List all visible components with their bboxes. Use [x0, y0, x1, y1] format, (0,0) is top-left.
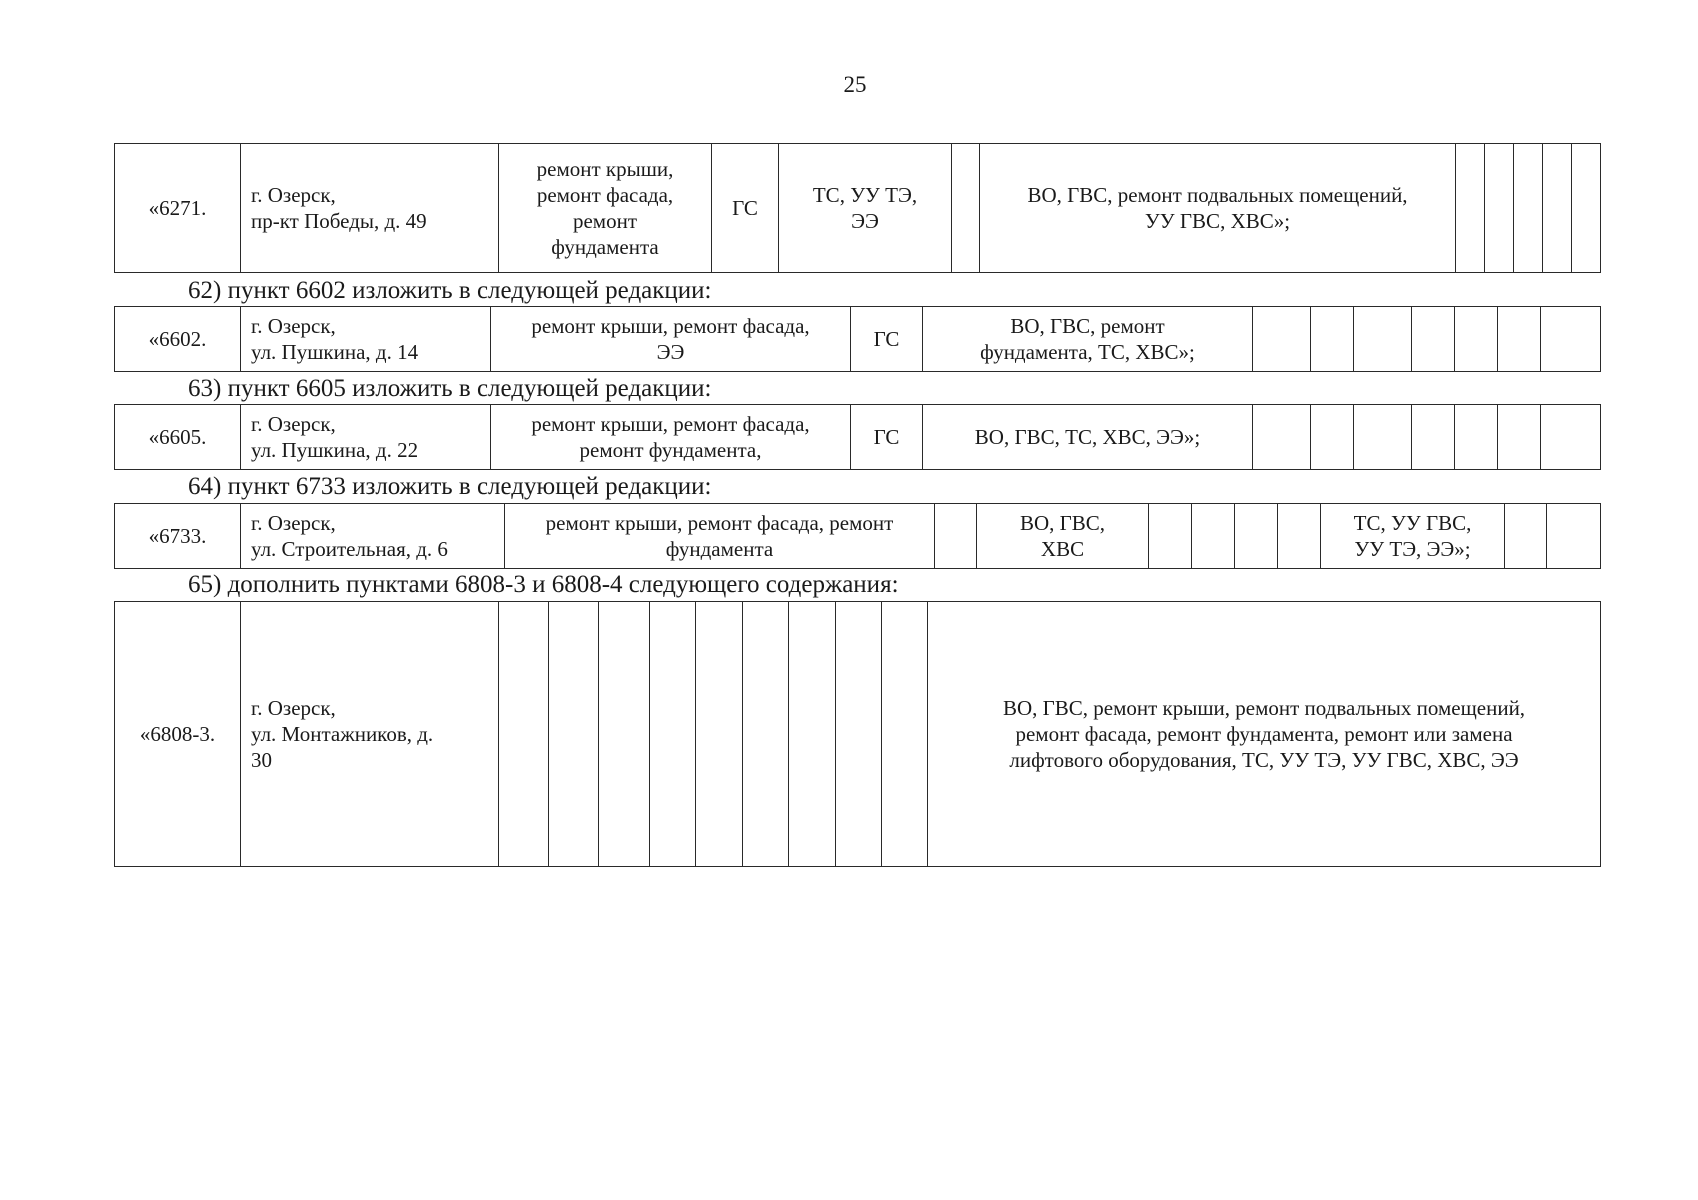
empty-cell — [743, 602, 789, 867]
empty-cell — [1192, 504, 1235, 569]
rest-line: лифтового оборудования, ТС, УУ ТЭ, УУ ГВС, ХВС, ЭЭ — [1009, 748, 1519, 772]
instruction-65: 65) дополнить пунктами 6808-3 и 6808-4 следующего содержания: — [188, 571, 899, 598]
ts-cell — [1321, 504, 1505, 569]
address-line: г. Озерск, — [251, 696, 336, 720]
item-number: «6271. — [115, 144, 241, 273]
empty-cell — [650, 602, 696, 867]
works-line: ремонт крыши, ремонт фасада, — [531, 412, 810, 436]
empty-cell — [1253, 405, 1311, 470]
item-number: «6808-3. — [115, 602, 241, 867]
item-number: «6605. — [115, 405, 241, 470]
works-line: ремонт фасада, — [536, 183, 674, 207]
page-number: 25 — [843, 72, 867, 97]
table-row — [115, 504, 1601, 569]
empty-cell — [1485, 144, 1514, 273]
rest-cell: ВО, ГВС, ТС, ХВС, ЭЭ»; — [923, 405, 1253, 470]
gs-cell: ГС — [851, 405, 923, 470]
table-item-6605 — [114, 404, 1601, 470]
works-cell — [505, 504, 935, 569]
table-item-6733 — [114, 503, 1601, 569]
empty-cell — [1547, 504, 1601, 569]
address-cell — [241, 602, 499, 867]
works-line: ремонт фундамента, — [579, 438, 762, 462]
empty-cell — [549, 602, 599, 867]
rest-cell — [980, 144, 1456, 273]
rest-line: ВО, ГВС, ремонт крыши, ремонт подвальных помещений, — [1002, 696, 1526, 720]
empty-cell — [599, 602, 650, 867]
empty-cell — [1572, 144, 1601, 273]
empty-cell — [1505, 504, 1547, 569]
empty-cell — [1149, 504, 1192, 569]
address-line: г. Озерск, — [251, 314, 336, 338]
table-row — [115, 144, 1601, 273]
rest-line: УУ ГВС, ХВС»; — [1144, 209, 1291, 233]
rest-line: ремонт фасада, ремонт фундамента, ремонт или замена — [1015, 722, 1513, 746]
works-line: ЭЭ — [656, 340, 685, 364]
address-cell — [241, 504, 505, 569]
address-cell — [241, 405, 491, 470]
table-item-6808-3 — [114, 601, 1601, 867]
empty-cell — [1278, 504, 1321, 569]
vo-cell — [977, 504, 1149, 569]
empty-cell — [1541, 405, 1601, 470]
works-cell — [499, 144, 712, 273]
address-line: ул. Строительная, д. 6 — [251, 537, 448, 561]
empty-cell — [1455, 405, 1498, 470]
empty-cell — [1412, 307, 1455, 372]
vo-line: ХВС — [1040, 537, 1085, 561]
ts-line: ТС, УУ ГВС, — [1353, 511, 1472, 535]
empty-cell — [1514, 144, 1543, 273]
empty-cell — [1412, 405, 1455, 470]
table-item-6271 — [114, 143, 1601, 273]
address-cell — [241, 307, 491, 372]
empty-cell — [1253, 307, 1311, 372]
rest-cell — [923, 307, 1253, 372]
works-cell — [491, 307, 851, 372]
works-line: ремонт крыши, ремонт фасада, — [531, 314, 810, 338]
empty-cell — [499, 602, 549, 867]
rest-line: фундамента, ТС, ХВС»; — [980, 340, 1195, 364]
address-cell — [241, 144, 499, 273]
instruction-64: 64) пункт 6733 изложить в следующей редакции: — [188, 473, 712, 500]
empty-cell — [1456, 144, 1485, 273]
works-line: ремонт — [572, 209, 638, 233]
works-line: ремонт крыши, — [536, 157, 674, 181]
empty-cell — [836, 602, 882, 867]
rest-line: ВО, ГВС, ремонт — [1010, 314, 1165, 338]
gs-cell: ГС — [851, 307, 923, 372]
empty-cell — [1311, 307, 1354, 372]
empty-cell — [1311, 405, 1354, 470]
table-row — [115, 405, 1601, 470]
empty-cell — [935, 504, 977, 569]
ts-line: УУ ТЭ, ЭЭ»; — [1354, 537, 1471, 561]
address-line: г. Озерск, — [251, 412, 336, 436]
works-line: фундамента — [551, 235, 659, 259]
works-line: фундамента — [665, 537, 774, 561]
table-row — [115, 307, 1601, 372]
ts-line: ЭЭ — [851, 209, 879, 233]
item-number: «6733. — [115, 504, 241, 569]
address-line: ул. Пушкина, д. 14 — [251, 340, 419, 364]
ts-line: ТС, УУ ТЭ, — [812, 183, 918, 207]
empty-cell — [789, 602, 836, 867]
empty-cell — [1541, 307, 1601, 372]
empty-cell — [1354, 405, 1412, 470]
address-line: ул. Монтажников, д. — [251, 722, 434, 746]
empty-cell — [1498, 307, 1541, 372]
address-line: г. Озерск, — [251, 511, 336, 535]
table-row — [115, 602, 1601, 867]
address-line: 30 — [251, 748, 272, 772]
rest-line: ВО, ГВС, ремонт подвальных помещений, — [1027, 183, 1408, 207]
item-number: «6602. — [115, 307, 241, 372]
empty-cell — [696, 602, 743, 867]
empty-cell — [952, 144, 980, 273]
address-line: г. Озерск, — [251, 183, 336, 207]
rest-cell — [928, 602, 1601, 867]
empty-cell — [1498, 405, 1541, 470]
table-item-6602 — [114, 306, 1601, 372]
gs-cell: ГС — [712, 144, 779, 273]
address-line: ул. Пушкина, д. 22 — [251, 438, 419, 462]
works-line: ремонт крыши, ремонт фасада, ремонт — [545, 511, 894, 535]
instruction-62: 62) пункт 6602 изложить в следующей редакции: — [188, 277, 712, 304]
ts-cell — [779, 144, 952, 273]
empty-cell — [1455, 307, 1498, 372]
empty-cell — [1543, 144, 1572, 273]
empty-cell — [882, 602, 928, 867]
instruction-63: 63) пункт 6605 изложить в следующей редакции: — [188, 375, 712, 402]
vo-line: ВО, ГВС, — [1019, 511, 1106, 535]
works-cell — [491, 405, 851, 470]
empty-cell — [1354, 307, 1412, 372]
address-line: пр-кт Победы, д. 49 — [251, 209, 427, 233]
empty-cell — [1235, 504, 1278, 569]
